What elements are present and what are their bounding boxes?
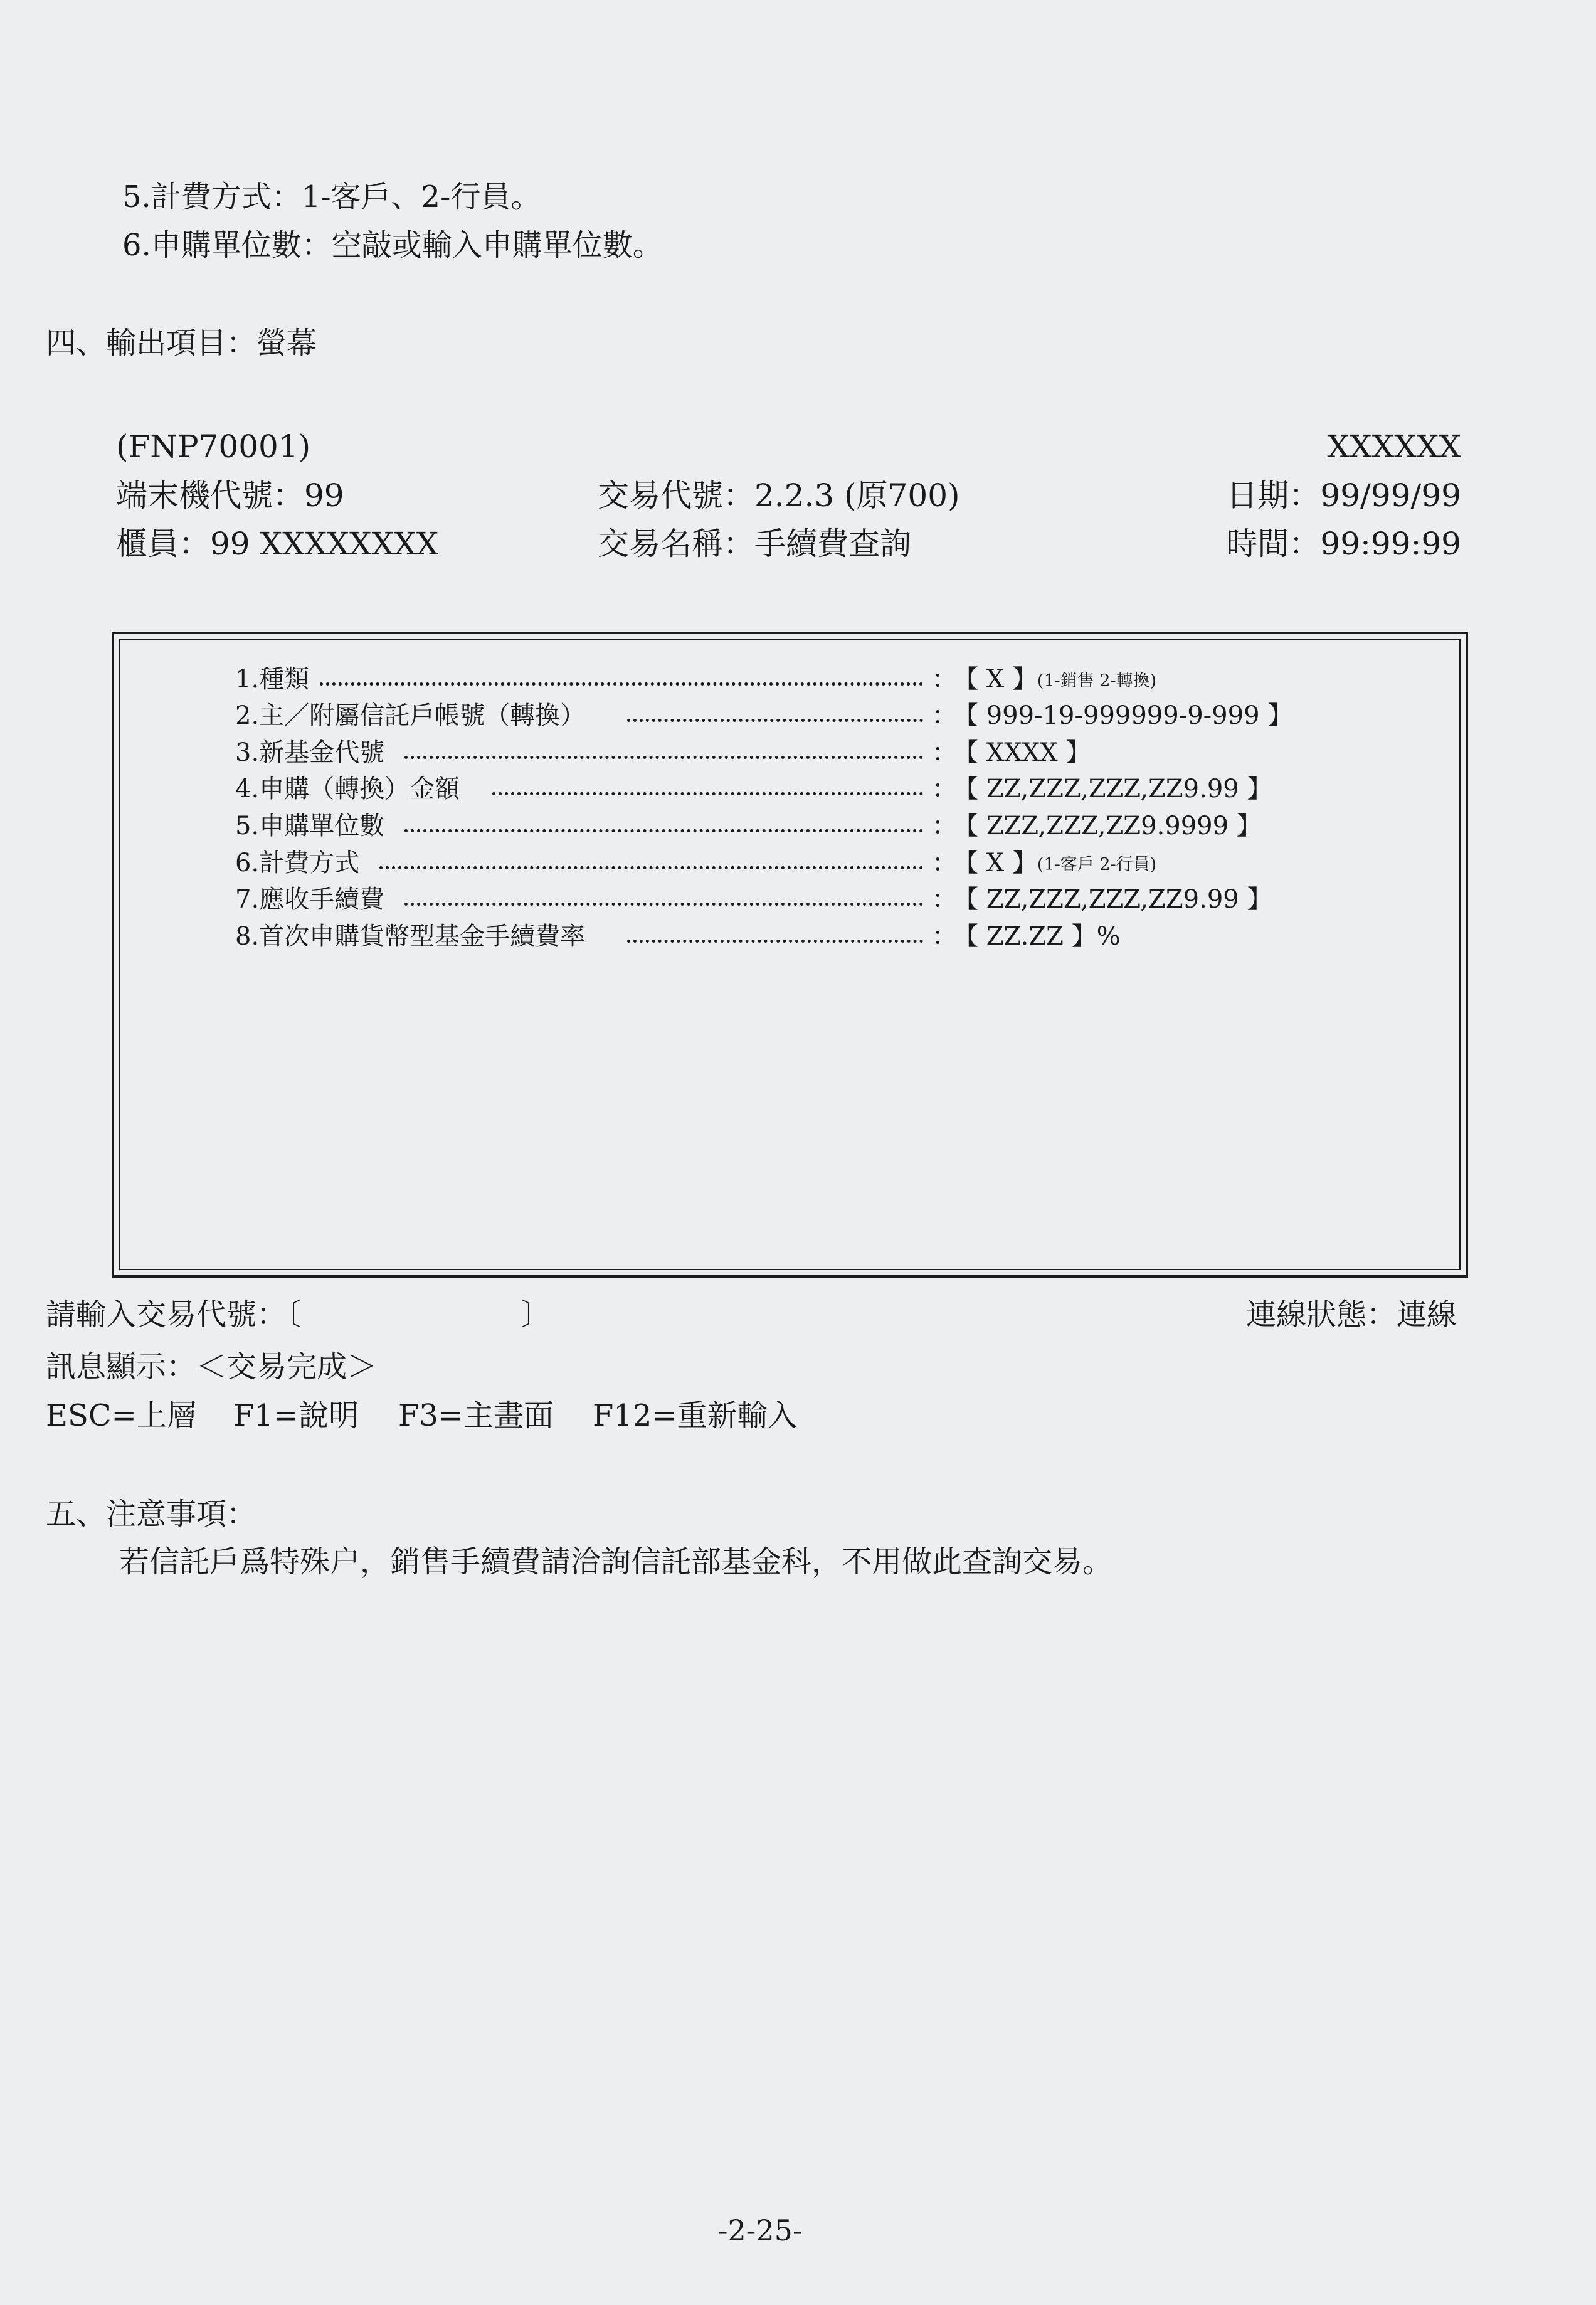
- screen-id: (FNP70001): [116, 428, 311, 465]
- date-display: 日期：99/99/99: [1226, 477, 1461, 514]
- leader-dots: [492, 792, 923, 795]
- transaction-code-prompt: 請輸入交易代號：〔: [46, 1297, 302, 1332]
- leader-dots: [320, 682, 923, 686]
- field-value: 【 XXXX 】: [953, 738, 1091, 767]
- page-number: -2-25-: [718, 2213, 803, 2247]
- note-billing-method: 5.計費方式：1-客戶、2-行員。: [122, 179, 541, 215]
- screen-frame-inner: [119, 639, 1461, 1270]
- section-5-body: 若信託戶爲特殊户，銷售手續費請洽詢信託部基金科，不用做此查詢交易。: [119, 1544, 1113, 1579]
- leader-dots: [627, 719, 923, 722]
- message-display: 訊息顯示：＜交易完成＞: [46, 1349, 378, 1384]
- field-label: 5.申購單位數: [235, 812, 385, 840]
- fkey-f12: F12=重新輸入: [593, 1398, 798, 1433]
- screen-header-placeholder: XXXXXX: [1327, 428, 1461, 465]
- fkey-esc: ESC=上層: [46, 1398, 197, 1433]
- field-value: 【 ZZZ,ZZZ,ZZ9.9999 】: [953, 812, 1262, 840]
- field-value: 【 X 】(1-銷售 2-轉換): [953, 665, 1157, 694]
- field-note: (1-客戶 2-行員): [1037, 855, 1157, 874]
- section-4-title: 四、輸出項目：螢幕: [46, 326, 317, 361]
- field-label: 8.首次申購貨幣型基金手續費率: [235, 922, 586, 951]
- field-colon: ：: [932, 738, 957, 767]
- note-subscription-units: 6.申購單位數：空敲或輸入申購單位數。: [122, 228, 663, 263]
- time-display: 時間：99:99:99: [1226, 526, 1461, 562]
- field-colon: ：: [932, 775, 957, 803]
- field-value: 【 999-19-999999-9-999 】: [953, 701, 1293, 730]
- leader-dots: [627, 940, 923, 943]
- connection-status: 連線狀態：連線: [1245, 1297, 1457, 1332]
- field-value: 【 X 】(1-客戶 2-行員): [953, 849, 1157, 877]
- field-colon: ：: [932, 665, 957, 694]
- field-colon: ：: [932, 701, 957, 730]
- field-value: 【 ZZ.ZZ 】%: [953, 922, 1121, 951]
- fkey-f1: F1=說明: [233, 1398, 359, 1433]
- field-label: 6.計費方式: [235, 849, 360, 877]
- field-note: (1-銷售 2-轉換): [1037, 671, 1157, 691]
- teller-id: 櫃員：99 XXXXXXXX: [116, 526, 439, 562]
- transaction-name: 交易名稱：手續費查詢: [598, 526, 911, 562]
- terminal-id: 端末機代號：99: [116, 477, 344, 514]
- field-label: 1.種類: [235, 665, 310, 694]
- field-colon: ：: [932, 885, 957, 914]
- transaction-code: 交易代號：2.2.3 (原700): [598, 477, 960, 514]
- section-5-title: 五、注意事項：: [46, 1497, 257, 1532]
- leader-dots: [404, 903, 923, 906]
- fkey-f3: F3=主畫面: [398, 1398, 554, 1433]
- field-label: 3.新基金代號: [235, 738, 385, 767]
- leader-dots: [404, 756, 923, 759]
- field-label: 2.主／附屬信託戶帳號（轉換）: [235, 701, 586, 730]
- field-colon: ：: [932, 922, 957, 951]
- field-colon: ：: [932, 849, 957, 877]
- field-value: 【 ZZ,ZZZ,ZZZ,ZZ9.99 】: [953, 775, 1272, 803]
- field-label: 4.申購（轉換）金額: [235, 775, 460, 803]
- field-value: 【 ZZ,ZZZ,ZZZ,ZZ9.99 】: [953, 885, 1272, 914]
- field-colon: ：: [932, 812, 957, 840]
- leader-dots: [379, 866, 923, 869]
- field-label: 7.應收手續費: [235, 885, 385, 914]
- leader-dots: [404, 829, 923, 832]
- transaction-code-prompt-close: 〕: [521, 1297, 551, 1332]
